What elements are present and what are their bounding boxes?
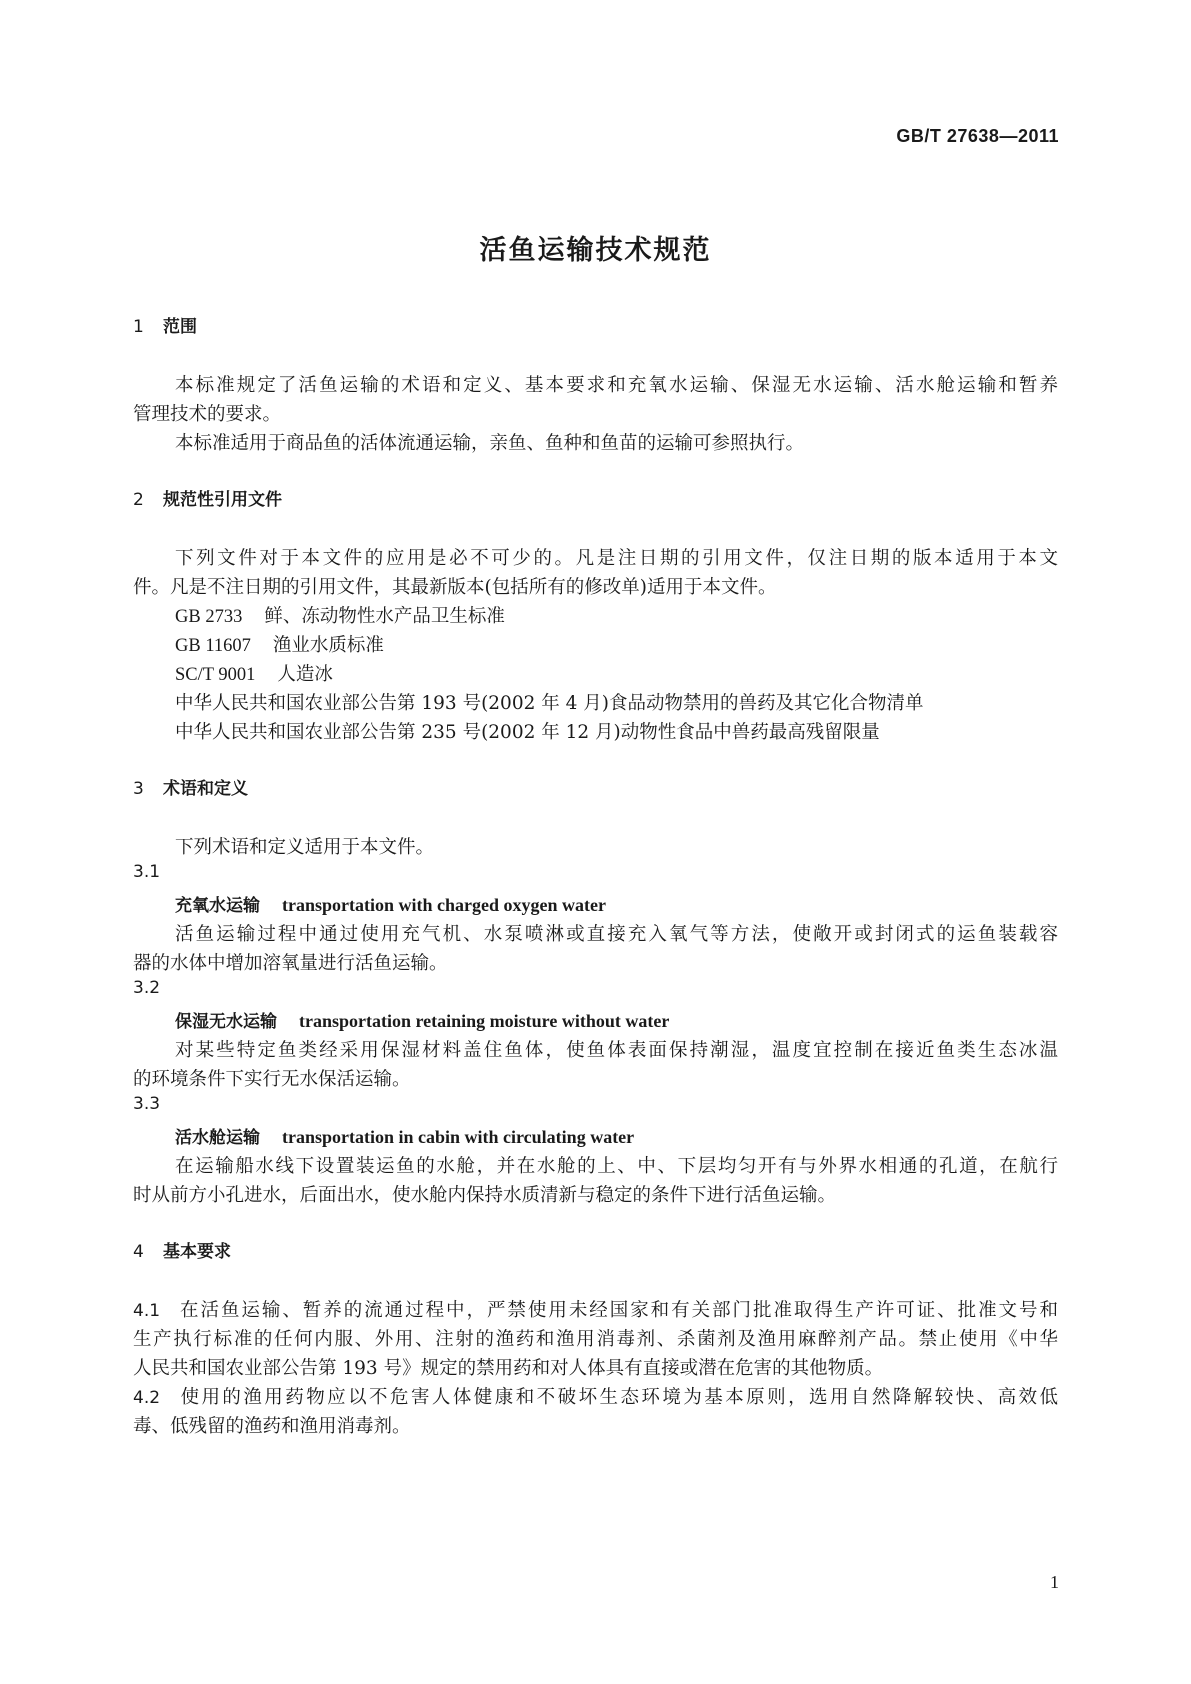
section-number: 4 [133, 1242, 144, 1262]
reference-item [175, 631, 384, 657]
term-zh: 保湿无水运输 [175, 1012, 277, 1032]
paragraph-line: 时从前方小孔进水，后面出水，使水舱内保持水质清新与稳定的条件下进行活鱼运输。 [133, 1185, 837, 1206]
requirement-line [133, 1296, 1058, 1322]
term-heading [175, 891, 606, 916]
term-heading [175, 1007, 669, 1032]
reference-code: SC/T 9001 [175, 665, 256, 685]
term-number: 3.3 [133, 1094, 161, 1114]
term-zh: 活水舱运输 [175, 1128, 260, 1148]
reference-item [175, 602, 505, 628]
requirement-line [133, 1383, 1058, 1409]
section-3-heading [133, 774, 248, 799]
term-number: 3.1 [133, 862, 161, 882]
section-2-heading [133, 485, 282, 510]
requirement-text: 使用的渔用药物应以不危害人体健康和不破坏生态环境为基本原则，选用自然降解较快、高效低 [178, 1387, 1058, 1408]
reference-code: GB 11607 [175, 636, 251, 656]
section-number: 2 [133, 490, 144, 510]
section-title: 范围 [163, 317, 197, 337]
section-number: 3 [133, 779, 144, 799]
paragraph-line: 活鱼运输过程中通过使用充气机、水泵喷淋或直接充入氧气等方法，使敞开或封闭式的运鱼装载容 [175, 924, 1058, 945]
paragraph-line: 本标准适用于商品鱼的活体流通运输，亲鱼、鱼种和鱼苗的运输可参照执行。 [175, 433, 805, 454]
term-heading [175, 1123, 634, 1148]
section-number: 1 [133, 317, 144, 337]
paragraph-line: 毒、低残留的渔药和渔用消毒剂。 [133, 1416, 411, 1437]
paragraph-line: 件。凡是不注日期的引用文件，其最新版本(包括所有的修改单)适用于本文件。 [133, 577, 777, 598]
paragraph-line: 生产执行标准的任何内服、外用、注射的渔药和渔用消毒剂、杀菌剂及渔用麻醉剂产品。禁止使用《中华 [133, 1329, 1058, 1350]
section-1-heading [133, 312, 197, 337]
reference-item: 中华人民共和国农业部公告第 235 号(2002 年 12 月)动物性食品中兽药最高残留限量 [175, 722, 880, 743]
reference-code: GB 2733 [175, 607, 243, 627]
requirement-number: 4.1 [133, 1301, 161, 1321]
paragraph-line: 管理技术的要求。 [133, 404, 282, 425]
term-zh: 充氧水运输 [175, 896, 260, 916]
term-en: transportation with charged oxygen water [282, 895, 606, 915]
term-number: 3.2 [133, 978, 161, 998]
reference-title: 人造冰 [277, 664, 333, 685]
paragraph-line: 下列术语和定义适用于本文件。 [175, 837, 435, 858]
page-number: 1 [1050, 1572, 1059, 1592]
paragraph-line: 器的水体中增加溶氧量进行活鱼运输。 [133, 953, 448, 974]
paragraph-line: 人民共和国农业部公告第 193 号》规定的禁用药和对人体具有直接或潜在危害的其他物质。 [133, 1358, 884, 1379]
term-en: transportation in cabin with circulating water [282, 1127, 635, 1147]
reference-item: 中华人民共和国农业部公告第 193 号(2002 年 4 月)食品动物禁用的兽药及其它化合物清单 [175, 693, 924, 714]
paragraph-line: 对某些特定鱼类经采用保湿材料盖住鱼体，使鱼体表面保持潮湿，温度宜控制在接近鱼类生态冰温 [175, 1040, 1058, 1061]
paragraph-line: 的环境条件下实行无水保活运输。 [133, 1069, 411, 1090]
requirement-number: 4.2 [133, 1388, 161, 1408]
paragraph-line: 下列文件对于本文件的应用是必不可少的。凡是注日期的引用文件，仅注日期的版本适用于本文 [175, 548, 1058, 569]
section-title: 术语和定义 [163, 779, 248, 799]
standard-code: GB/T 27638—2011 [896, 126, 1059, 146]
term-en: transportation retaining moisture without water [299, 1011, 670, 1031]
section-4-heading [133, 1237, 231, 1262]
section-title: 基本要求 [163, 1242, 231, 1262]
paragraph-line: 在运输船水线下设置装运鱼的水舱，并在水舱的上、中、下层均匀开有与外界水相通的孔道，在航行 [175, 1156, 1058, 1177]
reference-title: 鲜、冻动物性水产品卫生标准 [264, 606, 505, 627]
section-title: 规范性引用文件 [163, 490, 282, 510]
reference-title: 渔业水质标准 [272, 635, 384, 656]
requirement-text: 在活鱼运输、暂养的流通过程中，严禁使用未经国家和有关部门批准取得生产许可证、批准文号和 [178, 1300, 1058, 1321]
paragraph-line: 本标准规定了活鱼运输的术语和定义、基本要求和充氧水运输、保湿无水运输、活水舱运输和暂养 [175, 375, 1058, 396]
document-title: 活鱼运输技术规范 [479, 235, 712, 266]
reference-item [175, 660, 333, 686]
